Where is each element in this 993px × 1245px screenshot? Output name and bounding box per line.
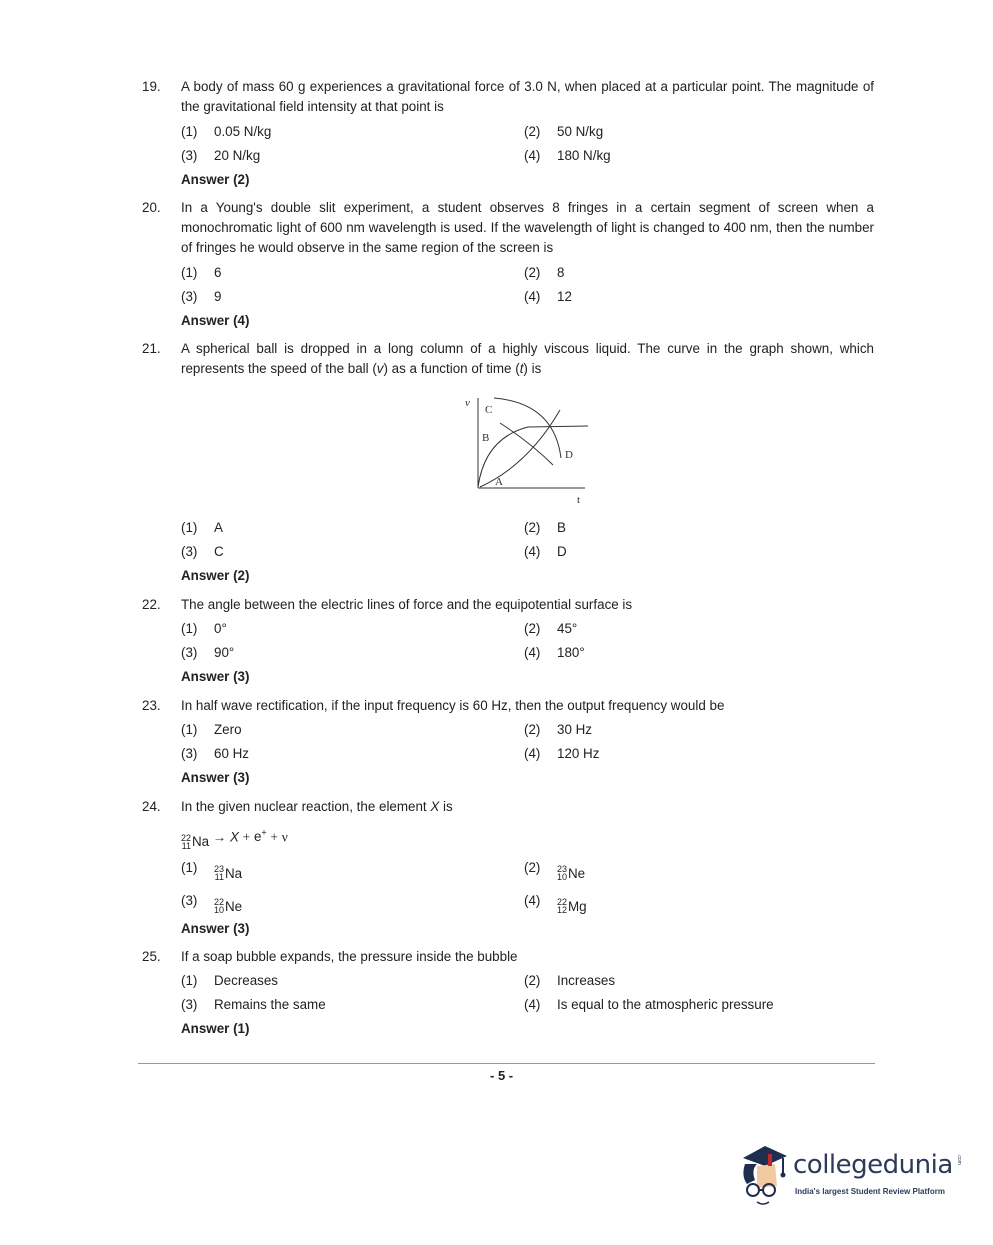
option-2[interactable]: (2) 23 10 Ne	[524, 860, 586, 882]
answer: Answer (2)	[181, 568, 250, 583]
question-20	[142, 198, 874, 333]
question-text: In half wave rectification, if the input frequency is 60 Hz, then the output frequency would be	[181, 698, 725, 713]
option-1[interactable]: (1) Zero	[181, 722, 242, 737]
answer: Answer (2)	[181, 172, 250, 187]
option-3[interactable]: (3) 20 N/kg	[181, 148, 261, 163]
option-1[interactable]: (1) 6	[181, 265, 222, 280]
question-25	[142, 947, 874, 1041]
page-number: - 5 -	[490, 1068, 514, 1083]
options	[181, 969, 874, 1017]
option-1[interactable]: (1) 0.05 N/kg	[181, 124, 272, 139]
answer: Answer (3)	[181, 770, 250, 785]
options	[181, 718, 874, 766]
speed-time-graph	[458, 393, 593, 508]
question-text: The angle between the electric lines of force and the equipotential surface is	[181, 597, 633, 612]
curve-label-a: A	[495, 476, 503, 488]
question-23	[142, 696, 874, 790]
option-4[interactable]: (4) Is equal to the atmospheric pressure	[524, 997, 774, 1012]
question-number: 23.	[142, 698, 161, 713]
question-22	[142, 595, 874, 689]
options	[181, 120, 874, 168]
footer-divider	[138, 1063, 875, 1064]
question-text: In a Young's double slit experiment, a student observes 8 fringes in a certain segment of screen when a monochromatic light of 600 nm wavelength is used. If the wavelength of light is changed to 400 nm, then the number of fringes he would observe in the same region of the screen is	[181, 200, 874, 255]
option-4[interactable]: (4) 180°	[524, 645, 585, 660]
option-3[interactable]: (3) 22 10 Ne	[181, 893, 243, 915]
curve-d	[500, 423, 553, 465]
option-2[interactable]: (2) 30 Hz	[524, 722, 592, 737]
option-3[interactable]: (3) C	[181, 544, 224, 559]
x-axis-label: t	[577, 494, 581, 506]
curve-label-d: D	[565, 449, 573, 461]
options	[181, 261, 874, 309]
question-number: 22.	[142, 597, 161, 612]
answer: Answer (4)	[181, 313, 250, 328]
option-2[interactable]: (2) Increases	[524, 973, 616, 988]
option-4[interactable]: (4) 120 Hz	[524, 746, 600, 761]
collegedunia-logo[interactable]	[735, 1140, 965, 1210]
logo-tagline: India's largest Student Review Platform	[795, 1187, 945, 1196]
option-2[interactable]: (2) 8	[524, 265, 565, 280]
logo-wordmark: collegedunia	[793, 1150, 953, 1180]
option-1[interactable]: (1) 23 11 Na	[181, 860, 243, 882]
option-1[interactable]: (1) 0°	[181, 621, 227, 636]
options	[181, 617, 874, 665]
curve-c	[494, 398, 561, 458]
question-24	[142, 797, 874, 941]
question-21-options	[142, 516, 874, 588]
question-19	[142, 77, 874, 192]
option-4[interactable]: (4) 180 N/kg	[524, 148, 611, 163]
question-21	[142, 339, 874, 379]
option-3[interactable]: (3) Remains the same	[181, 997, 326, 1012]
question-text: If a soap bubble expands, the pressure inside the bubble	[181, 949, 518, 964]
logo-dotcom: .com	[956, 1154, 962, 1165]
question-text: A body of mass 60 g experiences a gravitational force of 3.0 N, when placed at a particular point. The magnitude of the gravitational field intensity at that point is	[181, 79, 874, 114]
option-3[interactable]: (3) 60 Hz	[181, 746, 249, 761]
question-text: In the given nuclear reaction, the element X is	[181, 799, 453, 814]
question-text: A spherical ball is dropped in a long column of a highly viscous liquid. The curve in the graph shown, which represents the speed of the ball (v) as a function of time (t) is	[181, 341, 874, 376]
answer: Answer (1)	[181, 1021, 250, 1036]
option-1[interactable]: (1) A	[181, 520, 223, 535]
options	[181, 516, 874, 564]
curve-label-c: C	[485, 404, 493, 416]
answer: Answer (3)	[181, 921, 250, 936]
option-2[interactable]: (2) 50 N/kg	[524, 124, 604, 139]
mascot-icon	[735, 1140, 795, 1210]
options	[181, 851, 874, 917]
option-3[interactable]: (3) 9	[181, 289, 222, 304]
question-number: 24.	[142, 799, 161, 814]
question-number: 20.	[142, 200, 161, 215]
answer: Answer (3)	[181, 669, 250, 684]
option-4[interactable]: (4) D	[524, 544, 567, 559]
option-4[interactable]: (4) 22 12 Mg	[524, 893, 587, 915]
option-3[interactable]: (3) 90°	[181, 645, 235, 660]
option-2[interactable]: (2) 45°	[524, 621, 578, 636]
question-number: 19.	[142, 79, 161, 94]
curve-label-b: B	[482, 432, 490, 444]
option-2[interactable]: (2) B	[524, 520, 566, 535]
question-number: 25.	[142, 949, 161, 964]
option-4[interactable]: (4) 12	[524, 289, 572, 304]
nuclear-equation: 22 11 Na → X + e+ + ν	[181, 828, 288, 852]
option-1[interactable]: (1) Decreases	[181, 973, 279, 988]
question-number: 21.	[142, 341, 161, 356]
curve-a	[480, 410, 560, 487]
y-axis-label: v	[465, 397, 470, 409]
